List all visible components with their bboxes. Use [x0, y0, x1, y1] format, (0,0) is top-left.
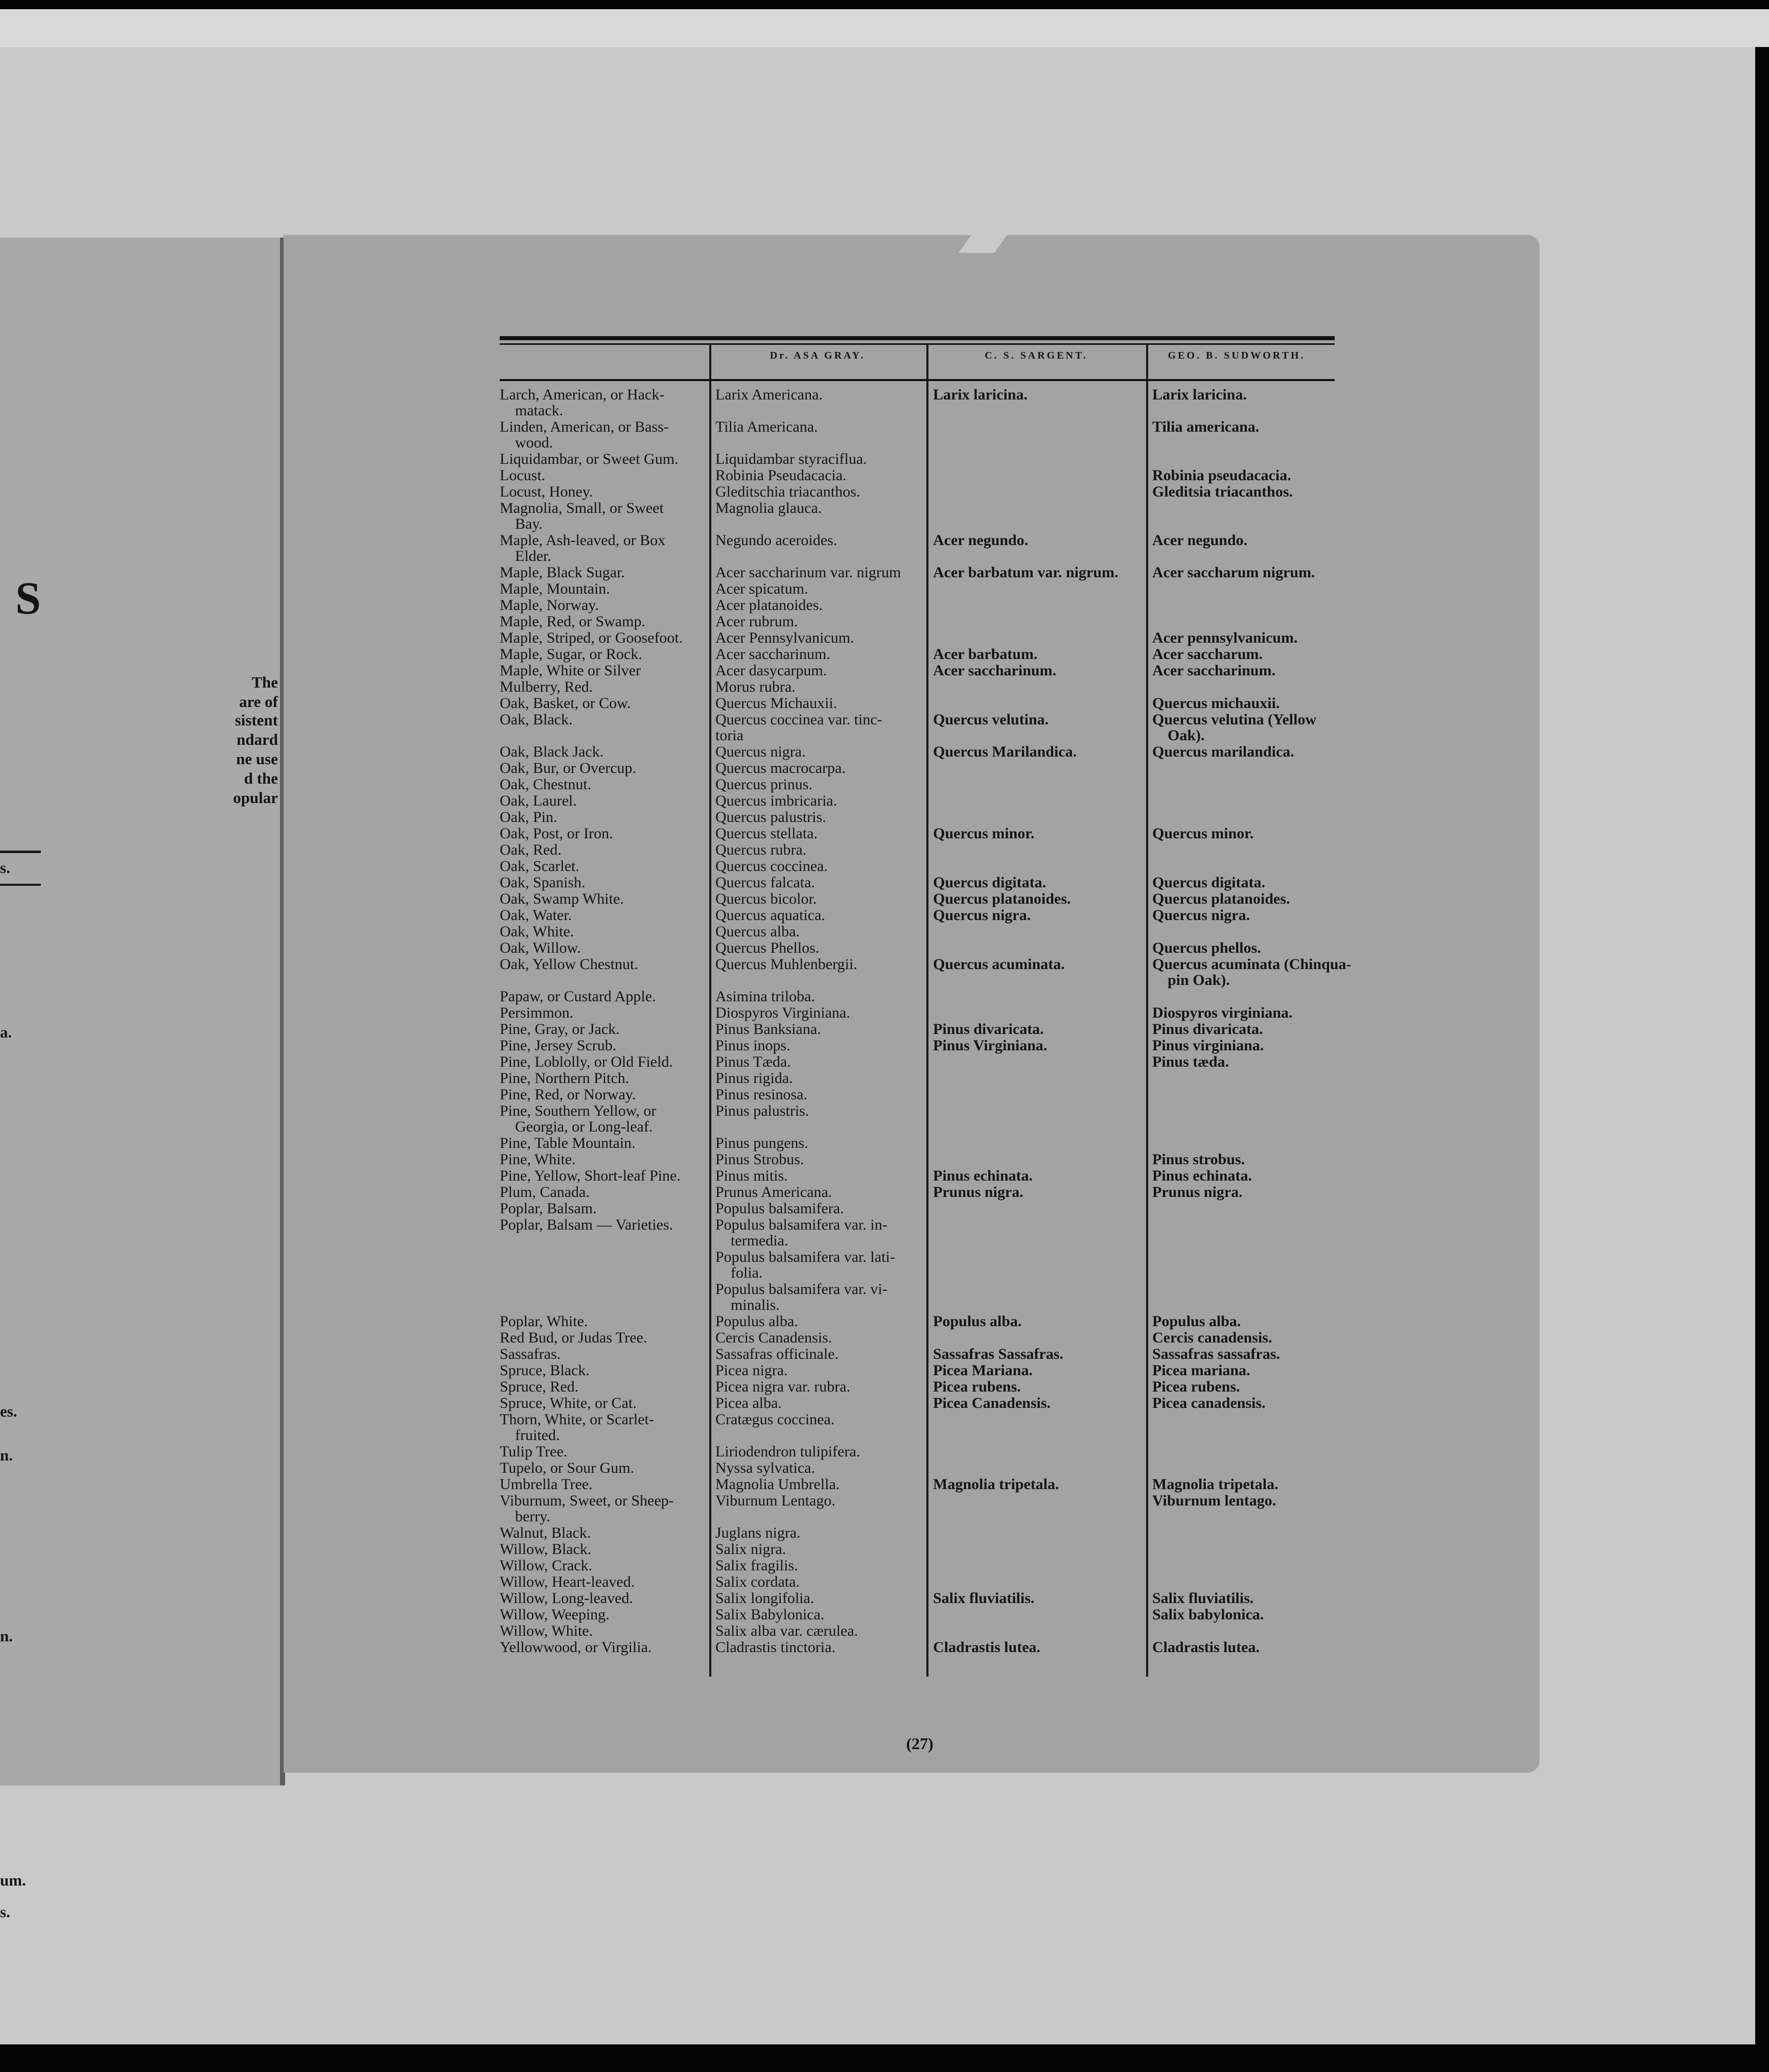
cell-gray: Quercus aquatica.: [715, 907, 825, 924]
cell-sudworth: Larix laricina.: [1152, 386, 1247, 403]
left-page-stub: a.: [0, 1023, 12, 1041]
cell-sargent: Quercus Marilandica.: [933, 743, 1077, 760]
cell-sargent: Quercus minor.: [933, 825, 1035, 842]
cell-gray: Cercis Canadensis.: [715, 1329, 832, 1346]
cell-sudworth: Quercus platanoides.: [1152, 890, 1290, 907]
cell-gray: Acer platanoides.: [715, 597, 823, 614]
cell-sargent: Populus alba.: [933, 1313, 1022, 1330]
cell-sudworth: Salix fluviatilis.: [1152, 1590, 1254, 1607]
cell-common: Magnolia, Small, or Sweet Bay.: [500, 500, 664, 532]
cell-sudworth: Acer saccharum.: [1152, 646, 1263, 663]
table-top-rule: [500, 336, 1335, 340]
cell-gray: Quercus bicolor.: [715, 890, 817, 907]
cell-sudworth: Quercus phellos.: [1152, 939, 1261, 956]
cell-gray: Morus rubra.: [715, 678, 796, 695]
cell-common: Tupelo, or Sour Gum.: [500, 1459, 635, 1476]
cell-gray: Populus balsamifera var. lati- folia.: [715, 1249, 895, 1281]
cell-gray: Pinus mitis.: [715, 1167, 788, 1184]
cell-gray: Gleditschia triacanthos.: [715, 483, 860, 500]
cell-sudworth: Pinus divaricata.: [1152, 1021, 1263, 1038]
right-page: [284, 235, 1540, 1773]
left-page-rule: [0, 851, 41, 853]
cell-gray: Acer spicatum.: [715, 580, 808, 597]
cell-common: Oak, Yellow Chestnut.: [500, 956, 638, 973]
cell-common: Poplar, Balsam — Varieties.: [500, 1216, 673, 1233]
cell-common: Pine, Northern Pitch.: [500, 1070, 630, 1087]
cell-common: Oak, Pin.: [500, 809, 557, 826]
cell-sargent: Salix fluviatilis.: [933, 1590, 1035, 1607]
cell-sudworth: Acer negundo.: [1152, 532, 1248, 549]
cell-common: Maple, White or Silver: [500, 662, 641, 679]
film-frame-top: [0, 9, 1769, 47]
cell-sudworth: Sassafras sassafras.: [1152, 1346, 1281, 1362]
cell-sudworth: Diospyros virginiana.: [1152, 1004, 1293, 1021]
cell-sudworth: Robinia pseudacacia.: [1152, 467, 1291, 484]
left-page-stub: es.: [0, 1402, 17, 1420]
cell-sargent: Cladrastis lutea.: [933, 1639, 1040, 1656]
cell-sudworth: Picea canadensis.: [1152, 1395, 1266, 1411]
cell-common: Oak, Red.: [500, 841, 562, 858]
cell-sudworth: Cladrastis lutea.: [1152, 1639, 1260, 1656]
cell-gray: Acer rubrum.: [715, 613, 798, 630]
cell-common: Oak, Spanish.: [500, 874, 586, 891]
cell-gray: Quercus Michauxii.: [715, 695, 837, 712]
left-page-line: are of: [239, 693, 278, 711]
cell-common: Pine, Red, or Norway.: [500, 1086, 636, 1103]
cell-gray: Picea nigra.: [715, 1362, 788, 1379]
cell-sargent: Magnolia tripetala.: [933, 1476, 1059, 1493]
cell-gray: Quercus rubra.: [715, 841, 807, 858]
cell-common: Linden, American, or Bass- wood.: [500, 418, 669, 451]
cell-common: Spruce, Black.: [500, 1362, 590, 1379]
cell-sargent: Larix laricina.: [933, 386, 1028, 403]
cell-gray: Quercus coccinea var. tinc- toria: [715, 711, 882, 744]
cell-gray: Quercus alba.: [715, 923, 800, 940]
cell-common: Oak, Water.: [500, 907, 572, 924]
cell-common: Oak, Post, or Iron.: [500, 825, 613, 842]
cell-sudworth: Picea mariana.: [1152, 1362, 1250, 1379]
cell-common: Oak, Scarlet.: [500, 858, 579, 875]
cell-sargent: Quercus nigra.: [933, 907, 1031, 924]
cell-common: Willow, Black.: [500, 1541, 592, 1558]
cell-gray: Nyssa sylvatica.: [715, 1459, 815, 1476]
cell-gray: Pinus Tæda.: [715, 1053, 791, 1070]
cell-sudworth: Quercus nigra.: [1152, 907, 1250, 924]
column-divider: [709, 343, 711, 1677]
left-page-stub: n.: [0, 1627, 13, 1645]
cell-common: Oak, Swamp White.: [500, 890, 624, 907]
cell-sudworth: Quercus acuminata (Chinqua- pin Oak).: [1152, 956, 1352, 988]
cell-common: Oak, Bur, or Overcup.: [500, 760, 637, 776]
cell-gray: Pinus resinosa.: [715, 1086, 807, 1103]
table-top-rule: [500, 343, 1335, 345]
cell-common: Oak, Chestnut.: [500, 776, 592, 793]
cell-common: Liquidambar, or Sweet Gum.: [500, 451, 679, 467]
cell-sudworth: Quercus digitata.: [1152, 874, 1266, 891]
cell-gray: Quercus stellata.: [715, 825, 818, 842]
cell-gray: Prunus Americana.: [715, 1184, 832, 1200]
cell-common: Poplar, Balsam.: [500, 1200, 597, 1217]
cell-gray: Asimina triloba.: [715, 988, 815, 1005]
cell-sudworth: Gleditsia triacanthos.: [1152, 483, 1293, 500]
cell-gray: Salix nigra.: [715, 1541, 786, 1558]
left-page-line: ne use: [236, 750, 278, 768]
cell-common: Walnut, Black.: [500, 1524, 591, 1541]
left-page-stub: s.: [0, 1903, 10, 1921]
cell-sudworth: Viburnum lentago.: [1152, 1492, 1276, 1509]
cell-gray: Quercus macrocarpa.: [715, 760, 846, 776]
cell-common: Locust.: [500, 467, 546, 484]
cell-gray: Acer saccharinum var. nigrum: [715, 564, 901, 581]
cell-sargent: Acer saccharinum.: [933, 662, 1057, 679]
cell-common: Maple, Ash-leaved, or Box Elder.: [500, 532, 666, 564]
cell-sudworth: Quercus velutina (Yellow Oak).: [1152, 711, 1317, 744]
cell-sargent: Sassafras Sassafras.: [933, 1346, 1064, 1362]
cell-common: Pine, Jersey Scrub.: [500, 1037, 617, 1054]
cell-common: Willow, Long-leaved.: [500, 1590, 633, 1607]
cell-common: Maple, Norway.: [500, 597, 599, 614]
cell-common: Willow, Weeping.: [500, 1606, 610, 1623]
cell-gray: Viburnum Lentago.: [715, 1492, 835, 1509]
left-page-line: sistent: [235, 711, 278, 729]
cell-gray: Salix alba var. cærulea.: [715, 1622, 858, 1639]
cell-sudworth: Quercus marilandica.: [1152, 743, 1294, 760]
cell-common: Thorn, White, or Scarlet- fruited.: [500, 1411, 654, 1444]
cell-sudworth: Pinus strobus.: [1152, 1151, 1245, 1168]
cell-sargent: Quercus digitata.: [933, 874, 1046, 891]
cell-gray: Magnolia glauca.: [715, 500, 822, 516]
left-page-line: ndard: [237, 731, 278, 748]
cell-gray: Pinus pungens.: [715, 1135, 808, 1151]
cell-gray: Populus balsamifera var. vi- minalis.: [715, 1281, 888, 1313]
cell-common: Umbrella Tree.: [500, 1476, 593, 1493]
cell-sudworth: Prunus nigra.: [1152, 1184, 1243, 1200]
cell-sargent: Picea Canadensis.: [933, 1395, 1051, 1411]
cell-gray: Acer Pennsylvanicum.: [715, 629, 854, 646]
cell-sargent: Pinus Virginiana.: [933, 1037, 1048, 1054]
cell-gray: Pinus Strobus.: [715, 1151, 804, 1168]
cell-common: Maple, Striped, or Goosefoot.: [500, 629, 683, 646]
left-page-line: opular: [233, 789, 278, 807]
cell-sargent: Quercus velutina.: [933, 711, 1049, 728]
cell-sargent: Prunus nigra.: [933, 1184, 1023, 1200]
cell-common: Maple, Red, or Swamp.: [500, 613, 645, 630]
column-header-sargent: C. S. SARGENT.: [985, 350, 1088, 361]
cell-gray: Larix Americana.: [715, 386, 823, 403]
cell-sudworth: Acer saccharum nigrum.: [1152, 564, 1315, 581]
cell-sudworth: Acer saccharinum.: [1152, 662, 1276, 679]
cell-gray: Salix longifolia.: [715, 1590, 814, 1607]
cell-sargent: Picea Mariana.: [933, 1362, 1033, 1379]
cell-common: Spruce, White, or Cat.: [500, 1395, 637, 1411]
left-page-stub: um.: [0, 1871, 26, 1889]
cell-gray: Robinia Pseudacacia.: [715, 467, 847, 484]
column-header-sudworth: GEO. B. SUDWORTH.: [1168, 350, 1306, 361]
cell-common: Oak, Black Jack.: [500, 743, 604, 760]
left-page: [0, 238, 285, 1921]
cell-common: Sassafras.: [500, 1346, 561, 1362]
cell-sudworth: Magnolia tripetala.: [1152, 1476, 1278, 1493]
cell-sudworth: Quercus minor.: [1152, 825, 1254, 842]
cell-gray: Cratægus coccinea.: [715, 1411, 835, 1428]
cell-gray: Magnolia Umbrella.: [715, 1476, 840, 1493]
column-divider: [1146, 343, 1148, 1677]
cell-gray: Salix cordata.: [715, 1573, 800, 1590]
cell-gray: Populus balsamifera.: [715, 1200, 844, 1217]
cell-common: Papaw, or Custard Apple.: [500, 988, 656, 1005]
left-page-rule: [0, 884, 41, 886]
cell-common: Locust, Honey.: [500, 483, 593, 500]
cell-gray: Quercus palustris.: [715, 809, 826, 826]
cell-sargent: Acer negundo.: [933, 532, 1029, 549]
cell-common: Yellowwood, or Virgilia.: [500, 1639, 652, 1656]
cell-common: Pine, Loblolly, or Old Field.: [500, 1053, 673, 1070]
cell-gray: Sassafras officinale.: [715, 1346, 839, 1362]
cell-common: Pine, Table Mountain.: [500, 1135, 636, 1151]
cell-sargent: Pinus echinata.: [933, 1167, 1033, 1184]
column-header-gray: Dr. ASA GRAY.: [770, 350, 866, 361]
cell-common: Willow, Heart-leaved.: [500, 1573, 635, 1590]
left-page-line: d the: [244, 769, 278, 787]
cell-common: Oak, Willow.: [500, 939, 581, 956]
cell-sargent: Acer barbatum var. nigrum.: [933, 564, 1119, 581]
left-page-header-stub: s.: [0, 859, 10, 877]
cell-common: Persimmon.: [500, 1004, 574, 1021]
cell-sudworth: Quercus michauxii.: [1152, 695, 1280, 712]
cell-common: Poplar, White.: [500, 1313, 588, 1330]
cell-sargent: Acer barbatum.: [933, 646, 1038, 663]
cell-common: Pine, Yellow, Short-leaf Pine.: [500, 1167, 681, 1184]
cell-sudworth: Tilia americana.: [1152, 418, 1260, 435]
cell-common: Willow, Crack.: [500, 1557, 592, 1574]
cell-gray: Liquidambar styraciflua.: [715, 451, 867, 467]
cell-gray: Quercus prinus.: [715, 776, 812, 793]
cell-common: Pine, White.: [500, 1151, 576, 1168]
cell-sargent: Picea rubens.: [933, 1378, 1021, 1395]
cell-common: Tulip Tree.: [500, 1443, 568, 1460]
cell-sudworth: Pinus virginiana.: [1152, 1037, 1264, 1054]
cell-sudworth: Acer pennsylvanicum.: [1152, 629, 1298, 646]
cell-common: Oak, Basket, or Cow.: [500, 695, 631, 712]
cell-gray: Liriodendron tulipifera.: [715, 1443, 860, 1460]
cell-common: Pine, Gray, or Jack.: [500, 1021, 620, 1038]
cell-common: Larch, American, or Hack- matack.: [500, 386, 665, 419]
cell-common: Oak, White.: [500, 923, 574, 940]
cell-gray: Quercus Phellos.: [715, 939, 820, 956]
left-page-stub: n.: [0, 1446, 13, 1464]
cell-gray: Quercus nigra.: [715, 743, 806, 760]
table-header-rule: [500, 379, 1335, 381]
cell-gray: Diospyros Virginiana.: [715, 1004, 850, 1021]
cell-sudworth: Pinus echinata.: [1152, 1167, 1252, 1184]
cell-common: Oak, Black.: [500, 711, 573, 728]
cell-gray: Acer dasycarpum.: [715, 662, 827, 679]
cell-common: Maple, Mountain.: [500, 580, 610, 597]
cell-gray: Pinus Banksiana.: [715, 1021, 821, 1038]
cell-gray: Salix fragilis.: [715, 1557, 798, 1574]
cell-common: Maple, Black Sugar.: [500, 564, 625, 581]
left-page-heading: S: [15, 573, 41, 624]
cell-gray: Quercus coccinea.: [715, 858, 828, 875]
cell-gray: Juglans nigra.: [715, 1524, 801, 1541]
cell-common: Oak, Laurel.: [500, 792, 577, 809]
cell-gray: Pinus inops.: [715, 1037, 790, 1054]
cell-gray: Populus alba.: [715, 1313, 798, 1330]
cell-gray: Picea nigra var. rubra.: [715, 1378, 851, 1395]
column-divider: [926, 343, 928, 1677]
cell-sudworth: Cercis canadensis.: [1152, 1329, 1272, 1346]
cell-gray: Quercus imbricaria.: [715, 792, 837, 809]
cell-gray: Quercus falcata.: [715, 874, 815, 891]
cell-gray: Acer saccharinum.: [715, 646, 830, 663]
cell-common: Pine, Southern Yellow, or Georgia, or Long-leaf.: [500, 1102, 657, 1135]
cell-common: Red Bud, or Judas Tree.: [500, 1329, 647, 1346]
cell-common: Plum, Canada.: [500, 1184, 590, 1200]
cell-sargent: Pinus divaricata.: [933, 1021, 1044, 1038]
cell-gray: Pinus rigida.: [715, 1070, 793, 1087]
cell-gray: Tilia Americana.: [715, 418, 818, 435]
cell-sudworth: Picea rubens.: [1152, 1378, 1240, 1395]
cell-sudworth: Pinus tæda.: [1152, 1053, 1229, 1070]
cell-gray: Cladrastis tinctoria.: [715, 1639, 835, 1656]
page-number: (27): [906, 1734, 934, 1753]
cell-sargent: Quercus platanoides.: [933, 890, 1071, 907]
cell-gray: Picea alba.: [715, 1395, 782, 1411]
cell-gray: Quercus Muhlenbergii.: [715, 956, 857, 973]
cell-sudworth: Populus alba.: [1152, 1313, 1241, 1330]
cell-gray: Populus balsamifera var. in- termedia.: [715, 1216, 888, 1249]
cell-common: Willow, White.: [500, 1622, 593, 1639]
cell-sudworth: Salix babylonica.: [1152, 1606, 1264, 1623]
cell-gray: Salix Babylonica.: [715, 1606, 825, 1623]
cell-common: Maple, Sugar, or Rock.: [500, 646, 642, 663]
cell-gray: Negundo aceroides.: [715, 532, 837, 549]
cell-common: Viburnum, Sweet, or Sheep- berry.: [500, 1492, 674, 1525]
cell-sargent: Quercus acuminata.: [933, 956, 1065, 973]
cell-common: Spruce, Red.: [500, 1378, 579, 1395]
cell-gray: Pinus palustris.: [715, 1102, 809, 1119]
left-page-line: The: [251, 673, 278, 691]
cell-common: Mulberry, Red.: [500, 678, 593, 695]
